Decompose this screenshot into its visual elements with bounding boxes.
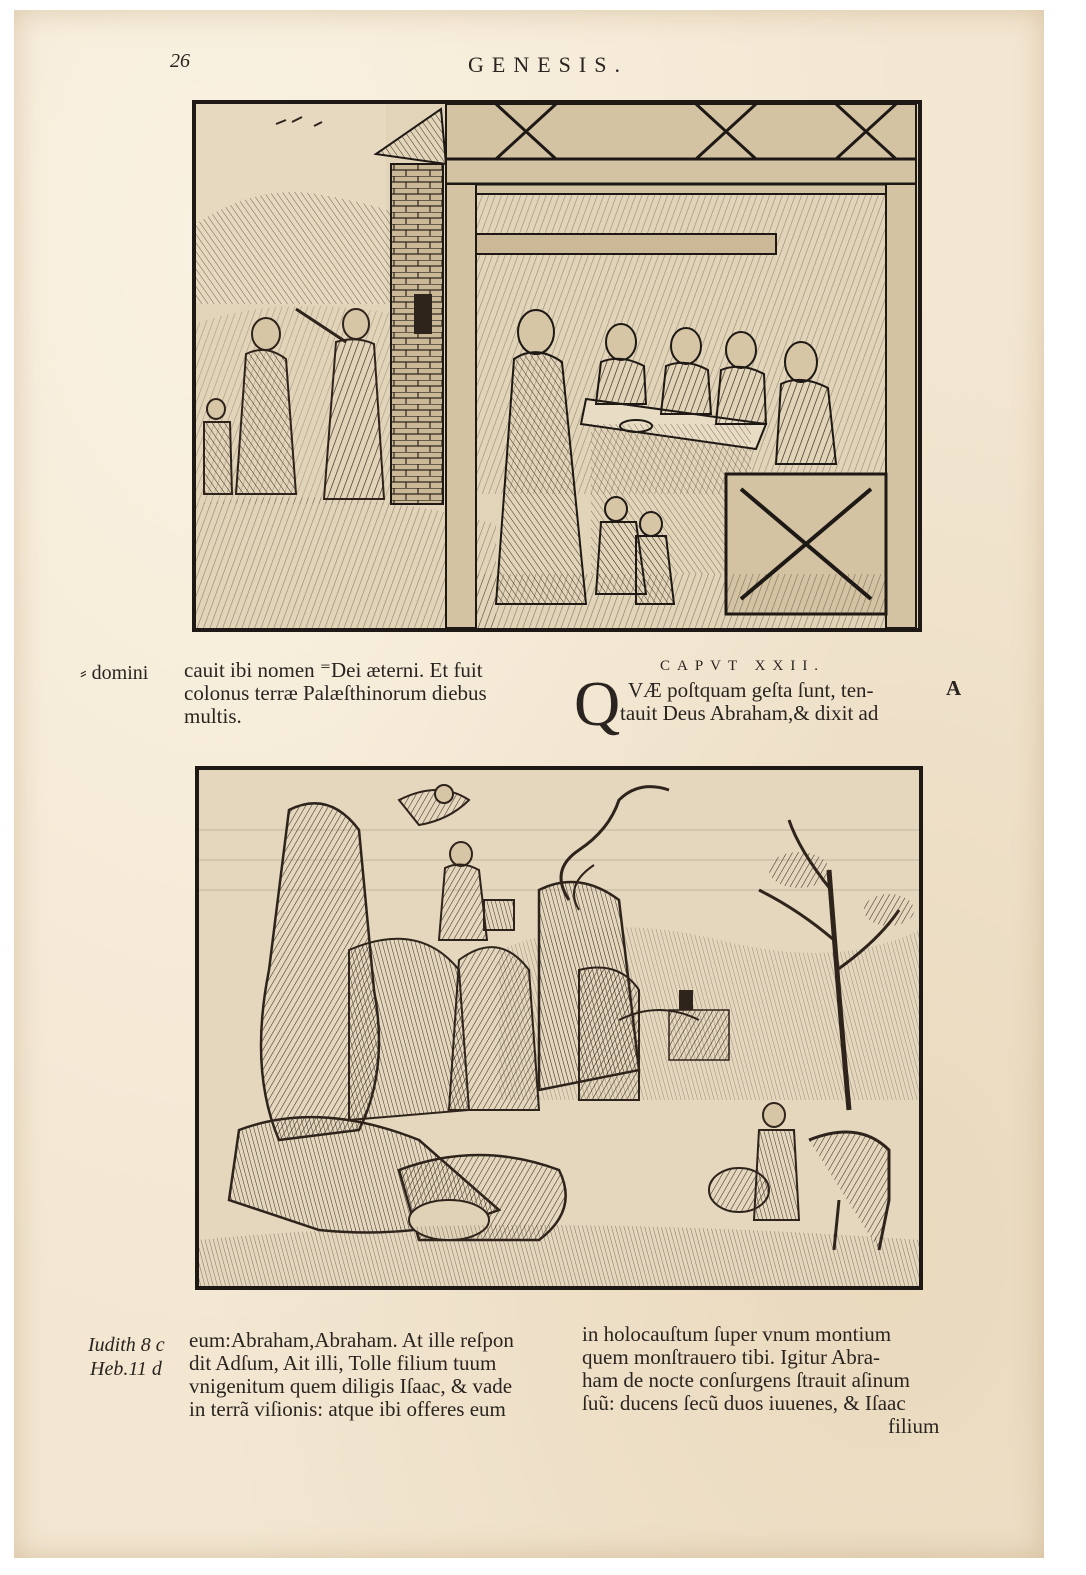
upper-right-text-line-1: VÆ poſtquam geſta ſunt, ten- [628,678,874,702]
margin-note-domini [80,662,148,685]
margin-section-letter: A [946,676,962,700]
drop-cap-letter: Q [574,668,621,739]
woodcut-illustration-upper [192,100,922,632]
asterisk-marker-icon: ⸗ [80,662,92,684]
upper-left-text-line-2: colonus terræ Palæſthinorum diebus [184,681,487,705]
lower-right-text-line-3: ham de nocte conſurgens ſtrauit aſinum [582,1368,910,1392]
margin-note-hebrews: Heb.11 d [90,1358,162,1380]
folio-number: 26 [170,50,190,72]
woodcut-illustration-lower [195,766,923,1290]
lower-right-text-line-1: in holocauſtum ſuper vnum montium [582,1322,892,1346]
lower-right-text-line-5: filium [888,1414,940,1438]
upper-left-text-line-3: multis. [184,704,242,728]
lower-right-text-line-4: ſuũ: ducens ſecũ duos iuuenes, & Iſaac [582,1391,906,1415]
lower-left-text-line-2: dit Adſum, Ait illi, Tolle filium tuum [189,1351,497,1375]
margin-note-judith: Iudith 8 c [88,1334,165,1356]
lower-left-text-line-1: eum:Abraham,Abraham. At ille reſpon [189,1328,514,1352]
upper-left-text-line-1: cauit ibi nomen ⁼Dei æterni. Et fuit [184,658,483,682]
lower-left-text-line-3: vnigenitum quem diligis Iſaac, & vade [189,1374,513,1398]
margin-note-text: domini [91,662,149,684]
upper-right-text-line-2: tauit Deus Abraham,& dixit ad [620,701,879,725]
lower-right-text-line-2: quem monſtrauero tibi. Igitur Abra- [582,1345,881,1369]
chapter-heading: CAPVT XXII. [660,658,826,674]
running-header: GENESIS. [468,52,628,77]
lower-left-text-line-4: in terrã viſionis: atque ibi offeres eum [189,1397,506,1421]
